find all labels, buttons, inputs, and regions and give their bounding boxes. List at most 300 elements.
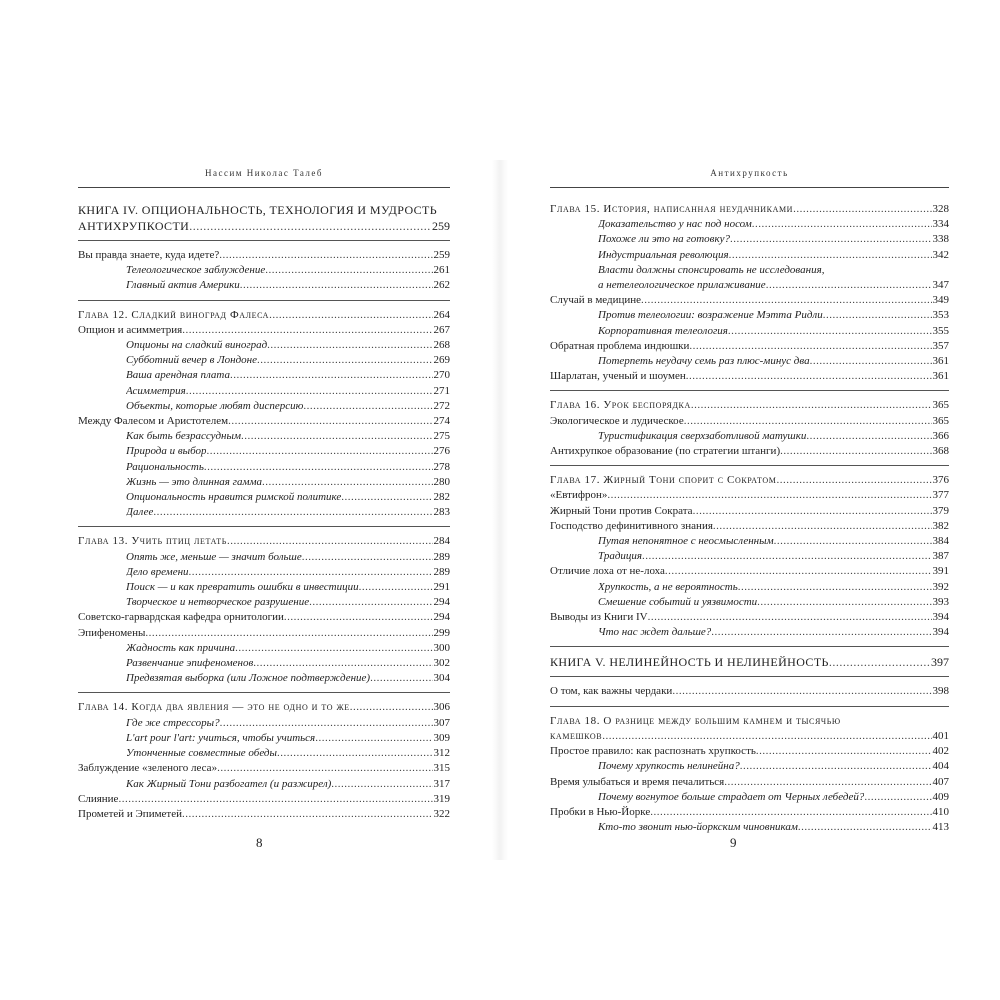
toc-entry[interactable] xyxy=(550,248,949,263)
toc-page: 365 xyxy=(932,414,949,427)
leader-dots xyxy=(277,746,433,761)
toc-page: 319 xyxy=(433,792,450,805)
toc-entry[interactable] xyxy=(550,293,949,308)
section-divider xyxy=(78,526,450,527)
leader-dots xyxy=(806,429,931,444)
toc-page: 410 xyxy=(932,805,949,818)
leader-dots xyxy=(641,293,931,308)
leader-dots xyxy=(265,263,432,278)
toc-entry[interactable] xyxy=(78,671,450,686)
leader-dots xyxy=(257,353,432,368)
toc-title: Далее xyxy=(126,506,154,519)
leader-dots xyxy=(309,595,432,610)
toc-title: Прометей и Эпиметей xyxy=(78,807,182,820)
toc-entry[interactable] xyxy=(78,399,450,414)
toc-entry-multiline[interactable] xyxy=(550,263,949,293)
toc-title: Вы правда знаете, куда идете? xyxy=(78,249,220,261)
toc-entry[interactable] xyxy=(78,792,450,807)
toc-entry[interactable] xyxy=(78,595,450,610)
toc-entry-continuation xyxy=(598,278,949,293)
toc-entry[interactable] xyxy=(78,565,450,580)
toc-page: 334 xyxy=(932,218,949,231)
toc-entry[interactable] xyxy=(78,475,450,490)
toc-entry[interactable] xyxy=(550,324,949,339)
toc-entry[interactable] xyxy=(550,759,949,774)
toc-entry[interactable] xyxy=(550,354,949,369)
toc-page: 353 xyxy=(932,309,949,322)
book-title-line: КНИГА IV. ОПЦИОНАЛЬНОСТЬ, ТЕХНОЛОГИЯ И МУДРОСТЬ xyxy=(78,203,438,217)
section-divider xyxy=(550,646,949,647)
toc-title: О том, как важны чердаки xyxy=(550,685,673,698)
toc-title: Индустриальная революция xyxy=(598,248,729,261)
toc-title-line: Власти должны спонсировать не исследования, xyxy=(598,263,825,276)
toc-page: 392 xyxy=(932,580,949,593)
leader-dots xyxy=(738,580,932,595)
toc-title: Как быть безрассудным xyxy=(126,430,241,443)
toc-entry[interactable] xyxy=(550,775,949,790)
toc-page: 270 xyxy=(433,369,450,382)
leader-dots xyxy=(220,716,433,731)
toc-entry[interactable] xyxy=(550,684,949,699)
toc-title: Опять же, меньше — значит больше xyxy=(126,550,302,563)
toc-title: Рациональность xyxy=(126,460,204,473)
toc-title: Слияние xyxy=(78,792,119,805)
book-gutter xyxy=(492,160,508,860)
leader-dots xyxy=(267,338,432,353)
section-divider xyxy=(550,465,949,466)
toc-title: Объекты, которые любят дисперсию xyxy=(126,399,304,412)
leader-dots xyxy=(230,368,432,383)
leader-dots xyxy=(774,534,932,549)
toc-entry[interactable] xyxy=(550,534,949,549)
toc-title: Путая непонятное с неосмысленным xyxy=(598,535,774,548)
toc-page: 262 xyxy=(433,279,450,292)
toc-entry[interactable] xyxy=(78,550,450,565)
toc-entry[interactable] xyxy=(550,473,949,488)
toc-entry[interactable] xyxy=(78,444,450,459)
leader-dots xyxy=(684,414,932,429)
toc-page: 398 xyxy=(932,685,949,698)
toc-page: 259 xyxy=(433,249,450,261)
toc-page: 382 xyxy=(932,519,949,532)
toc-entry[interactable] xyxy=(78,308,450,323)
toc-page: 379 xyxy=(932,504,949,517)
toc-entry[interactable] xyxy=(78,731,450,746)
toc-page: 409 xyxy=(932,790,949,803)
toc-entry[interactable] xyxy=(78,641,450,656)
toc-title: Доказательство у нас под носом xyxy=(598,218,752,231)
toc-entry[interactable] xyxy=(78,384,450,399)
toc-entry[interactable] xyxy=(550,339,949,354)
leader-dots xyxy=(823,308,932,323)
toc-page: 394 xyxy=(932,611,949,624)
leader-dots xyxy=(724,775,931,790)
toc-title: Господство дефинитивного знания xyxy=(550,519,713,532)
toc-page: 283 xyxy=(433,506,450,519)
toc-title: Природа и выбор xyxy=(126,445,207,458)
toc-entry[interactable] xyxy=(78,700,450,715)
toc-page: 275 xyxy=(433,430,450,443)
toc-title: Жадность как причина xyxy=(126,641,236,654)
toc-title: Случай в медицине xyxy=(550,294,642,307)
leader-dots xyxy=(665,564,932,579)
toc-entry[interactable] xyxy=(550,610,949,625)
leader-dots xyxy=(359,580,433,595)
toc-entry[interactable] xyxy=(78,716,450,731)
toc-title: Утонченные совместные обеды xyxy=(126,747,277,760)
toc-entry[interactable] xyxy=(78,278,450,293)
leader-dots xyxy=(672,684,931,699)
toc-title: Смешение событий и уязвимости xyxy=(598,595,758,608)
toc-page: 397 xyxy=(931,655,949,670)
leader-dots xyxy=(730,232,932,247)
toc-entry[interactable] xyxy=(78,534,450,549)
toc-entry[interactable] xyxy=(78,626,450,641)
toc-page: 267 xyxy=(433,323,450,336)
leader-dots xyxy=(189,218,431,234)
section-divider xyxy=(550,706,949,707)
toc-page: 393 xyxy=(932,595,949,608)
toc-title: камешков xyxy=(550,729,603,742)
toc-title: Поиск — и как превратить ошибки в инвестиции xyxy=(126,581,359,594)
toc-title: Опционы на сладкий виноград xyxy=(126,339,268,352)
toc-page: 355 xyxy=(932,324,949,337)
leader-dots xyxy=(728,324,932,339)
toc-page: 259 xyxy=(432,219,450,233)
section-divider xyxy=(550,390,949,391)
toc-entry[interactable] xyxy=(78,218,450,234)
toc-page: 269 xyxy=(433,354,450,367)
toc-title: Асимметрия xyxy=(126,384,186,397)
toc-entry[interactable] xyxy=(550,488,949,503)
leader-dots xyxy=(241,429,433,444)
toc-title: Время улыбаться и время печалиться xyxy=(550,775,725,788)
toc-title: Между Фалесом и Аристотелем xyxy=(78,415,229,428)
section-divider xyxy=(78,692,450,693)
toc-page: 304 xyxy=(433,672,450,685)
toc-entry[interactable] xyxy=(78,761,450,776)
toc-title: Глава 12. Сладкий виноград Фалеса xyxy=(78,308,270,321)
toc-title: Творческое и нетворческое разрушение xyxy=(126,596,310,609)
toc-entry[interactable] xyxy=(78,414,450,429)
leader-dots xyxy=(253,656,432,671)
toc-title: Телеологическое заблуждение xyxy=(126,264,266,277)
toc-entry[interactable] xyxy=(78,323,450,338)
page-number-right: 9 xyxy=(730,835,737,850)
toc-page: 347 xyxy=(932,279,949,292)
toc-page: 391 xyxy=(932,565,949,578)
toc-page: 368 xyxy=(932,445,949,458)
toc-title: Экологическое и лудическое xyxy=(550,414,684,427)
leader-dots xyxy=(302,550,433,565)
toc-page: 261 xyxy=(433,264,450,277)
toc-page: 294 xyxy=(433,611,450,624)
leader-dots xyxy=(766,278,932,293)
toc-entry[interactable] xyxy=(78,353,450,368)
toc-entry[interactable] xyxy=(550,308,949,323)
toc-title: Простое правило: как распознать хрупкость xyxy=(550,745,756,758)
toc-entry[interactable] xyxy=(78,656,450,671)
toc-title: Жизнь — это длинная гамма xyxy=(126,475,262,488)
toc-entry[interactable] xyxy=(550,625,949,640)
toc-entry[interactable] xyxy=(550,429,949,444)
toc-entry[interactable] xyxy=(78,580,450,595)
leader-dots xyxy=(740,759,932,774)
leader-dots xyxy=(780,444,931,459)
leader-dots xyxy=(691,398,932,413)
toc-title: Глава 15. История, написанная неудачниками xyxy=(550,203,794,215)
toc-title: Туристификация сверхзаботливой матушки xyxy=(598,429,807,442)
leader-dots xyxy=(145,626,432,641)
toc-title: «Евтифрон» xyxy=(550,489,608,502)
leader-dots xyxy=(341,490,432,505)
toc-title: Похоже ли это на готовку? xyxy=(598,233,730,246)
page-number-left: 8 xyxy=(256,835,263,850)
toc-entry[interactable] xyxy=(550,654,949,670)
leader-dots xyxy=(219,248,432,263)
toc-entry[interactable] xyxy=(550,217,949,232)
leader-dots xyxy=(204,460,433,475)
toc-title: Дело времени xyxy=(126,565,189,578)
leader-dots xyxy=(689,339,931,354)
leader-dots xyxy=(235,641,432,656)
leader-dots xyxy=(810,354,932,369)
toc-title: Глава 16. Урок беспорядка xyxy=(550,399,691,412)
leader-dots xyxy=(864,790,931,805)
leader-dots xyxy=(269,308,432,323)
toc-page: 366 xyxy=(932,429,949,442)
toc-entry[interactable] xyxy=(78,429,450,444)
toc-entry[interactable] xyxy=(550,580,949,595)
toc-page: 271 xyxy=(433,384,450,397)
section-divider xyxy=(78,240,450,241)
toc-page: 278 xyxy=(433,460,450,473)
toc-page: 317 xyxy=(433,777,450,790)
toc-page: 387 xyxy=(932,550,949,563)
toc-entry[interactable] xyxy=(550,202,949,217)
toc-page: 413 xyxy=(932,821,949,834)
toc-entry[interactable] xyxy=(550,549,949,564)
leader-dots xyxy=(729,248,932,263)
section-divider xyxy=(550,676,949,677)
leader-dots xyxy=(642,549,931,564)
leader-dots xyxy=(648,610,932,625)
toc-page: 361 xyxy=(932,370,949,383)
toc-entry[interactable] xyxy=(78,338,450,353)
toc-page: 376 xyxy=(932,474,949,487)
toc-title: Обратная проблема индюшки xyxy=(550,339,690,352)
toc-page: 338 xyxy=(932,233,949,246)
running-header-author: Нассим Николас Талеб xyxy=(78,168,450,188)
toc-entry[interactable] xyxy=(550,398,949,413)
toc-entry[interactable] xyxy=(550,820,949,835)
toc-title: Антихрупкое образование (по стратегии штанги) xyxy=(550,445,781,458)
toc-page: 404 xyxy=(932,760,949,773)
toc-page: 365 xyxy=(932,399,949,412)
toc-entry[interactable] xyxy=(78,807,450,822)
section-divider xyxy=(78,300,450,301)
toc-page: 357 xyxy=(932,339,949,352)
toc-entry[interactable] xyxy=(550,369,949,384)
leader-dots xyxy=(776,473,931,488)
toc-entry[interactable] xyxy=(550,790,949,805)
leader-dots xyxy=(303,399,432,414)
toc-title: Опцион и асимметрия xyxy=(78,323,183,336)
toc-title: а нетелеологическое прилаживание xyxy=(598,279,766,292)
toc-entry[interactable] xyxy=(550,564,949,579)
toc-page: 280 xyxy=(433,475,450,488)
toc-title: Опциональность нравится римской политике xyxy=(126,491,342,504)
leader-dots xyxy=(693,504,932,519)
leader-dots xyxy=(240,278,433,293)
toc-entry[interactable] xyxy=(550,232,949,247)
leader-dots xyxy=(793,202,931,217)
toc-page: 284 xyxy=(433,535,450,548)
leader-dots xyxy=(228,414,432,429)
toc-title: Отличие лоха от не-лоха xyxy=(550,565,665,578)
toc-page: 307 xyxy=(433,716,450,729)
toc-page: 361 xyxy=(932,355,949,368)
toc-page: 312 xyxy=(433,747,450,760)
toc-title: Главный актив Америки xyxy=(126,279,240,292)
toc-entry[interactable] xyxy=(78,263,450,278)
toc-entry[interactable] xyxy=(78,460,450,475)
toc-entry[interactable] xyxy=(550,414,949,429)
toc-title: Выводы из Книги IV xyxy=(550,611,648,624)
leader-dots xyxy=(602,729,931,744)
toc-title: Развенчание эпифеноменов xyxy=(126,657,254,670)
leader-dots xyxy=(711,625,931,640)
toc-entry[interactable] xyxy=(550,504,949,519)
toc-entry[interactable] xyxy=(550,805,949,820)
toc-page: 309 xyxy=(433,731,450,744)
toc-title: Почему хрупкость нелинейна? xyxy=(598,760,740,773)
toc-title: Эпифеномены xyxy=(78,626,146,639)
toc-title: Глава 13. Учить птиц летать xyxy=(78,535,227,548)
toc-title: Хрупкость, а не вероятность xyxy=(598,580,738,593)
toc-title: Как Жирный Тони разбогател (и разжирел) xyxy=(126,777,332,790)
toc-page: 268 xyxy=(433,339,450,352)
toc-entry[interactable] xyxy=(78,610,450,625)
toc-entry[interactable] xyxy=(78,746,450,761)
toc-page: 264 xyxy=(433,308,450,321)
toc-title: Корпоративная телеология xyxy=(598,324,728,337)
toc-entry[interactable] xyxy=(550,444,949,459)
toc-title: Глава 14. Когда два явления — это не одно и то же xyxy=(78,701,350,714)
toc-title: Глава 17. Жирный Тони спорит с Сократом xyxy=(550,474,777,487)
toc-entry[interactable] xyxy=(78,368,450,383)
toc-entry[interactable] xyxy=(550,595,949,610)
leader-dots xyxy=(756,744,932,759)
toc-title: Где же стрессоры? xyxy=(126,716,220,729)
toc-entry[interactable] xyxy=(550,729,949,744)
toc-page: 401 xyxy=(932,729,949,742)
toc-title: Почему вогнутое больше страдает от Черных лебедей? xyxy=(598,790,865,803)
leader-dots xyxy=(186,384,433,399)
leader-dots xyxy=(182,807,433,822)
toc-title: Предвзятая выборка (или Ложное подтверждение) xyxy=(126,672,371,685)
toc-title: Ваша арендная плата xyxy=(126,369,231,382)
toc-entry[interactable] xyxy=(78,505,450,520)
toc-title: Заблуждение «зеленого леса» xyxy=(78,762,218,775)
toc-title: Что нас ждет дальше? xyxy=(598,626,712,639)
toc-page: 291 xyxy=(433,581,450,594)
chapter-title-line: Глава 18. О разнице между большим камнем и тысячью xyxy=(550,714,841,727)
right-page xyxy=(550,168,949,835)
toc-title: Советско-гарвардская кафедра орнитологии xyxy=(78,611,284,624)
toc-page: 377 xyxy=(932,489,949,502)
leader-dots xyxy=(315,731,432,746)
leader-dots xyxy=(607,488,931,503)
toc-page: 282 xyxy=(433,491,450,504)
running-header-title: Антихрупкость xyxy=(550,168,949,188)
toc-title: L'art pour l'art: учиться, чтобы учиться xyxy=(126,731,316,744)
toc-title: Пробки в Нью-Йорке xyxy=(550,805,651,818)
leader-dots xyxy=(798,820,932,835)
leader-dots xyxy=(713,519,932,534)
toc-page: 402 xyxy=(932,745,949,758)
toc-page: 322 xyxy=(433,807,450,820)
toc-page: 276 xyxy=(433,445,450,458)
leader-dots xyxy=(829,654,930,670)
leader-dots xyxy=(118,792,432,807)
table-of-contents xyxy=(78,202,450,822)
table-of-contents xyxy=(550,202,949,835)
toc-page: 302 xyxy=(433,657,450,670)
toc-title: Жирный Тони против Сократа xyxy=(550,504,693,517)
toc-page: 289 xyxy=(433,565,450,578)
toc-title: АНТИХРУПКОСТИ xyxy=(78,219,190,233)
toc-title: Против телеологии: возражение Мэтта Ридли xyxy=(598,309,823,322)
leader-dots xyxy=(650,805,931,820)
toc-page: 315 xyxy=(433,762,450,775)
leader-dots xyxy=(227,534,433,549)
toc-page: 384 xyxy=(932,535,949,548)
leader-dots xyxy=(757,595,931,610)
toc-entry[interactable] xyxy=(78,777,450,792)
toc-page: 272 xyxy=(433,399,450,412)
toc-page: 300 xyxy=(433,641,450,654)
toc-entry[interactable] xyxy=(550,744,949,759)
leader-dots xyxy=(331,777,432,792)
toc-title: Традиция xyxy=(598,550,643,563)
toc-page: 349 xyxy=(932,294,949,307)
toc-title: Кто-то звонит нью-йоркским чиновникам xyxy=(598,821,798,834)
toc-page: 294 xyxy=(433,596,450,609)
leader-dots xyxy=(284,610,433,625)
toc-title: Субботний вечер в Лондоне xyxy=(126,354,258,367)
toc-page: 342 xyxy=(932,248,949,261)
leader-dots xyxy=(206,444,432,459)
toc-page: 407 xyxy=(932,775,949,788)
toc-title: Шарлатан, ученый и шоумен xyxy=(550,370,686,383)
toc-page: 394 xyxy=(932,626,949,639)
toc-page: 299 xyxy=(433,626,450,639)
toc-entry[interactable] xyxy=(550,519,949,534)
leader-dots xyxy=(686,369,932,384)
toc-page: 328 xyxy=(932,203,949,215)
toc-entry[interactable] xyxy=(78,490,450,505)
toc-title: КНИГА V. НЕЛИНЕЙНОСТЬ И НЕЛИНЕЙНОСТЬ xyxy=(550,655,829,670)
toc-page: 274 xyxy=(433,415,450,428)
leader-dots xyxy=(370,671,432,686)
leader-dots xyxy=(752,217,932,232)
leader-dots xyxy=(217,761,432,776)
leader-dots xyxy=(262,475,433,490)
leader-dots xyxy=(189,565,433,580)
toc-entry[interactable] xyxy=(78,248,450,263)
leader-dots xyxy=(350,700,433,715)
